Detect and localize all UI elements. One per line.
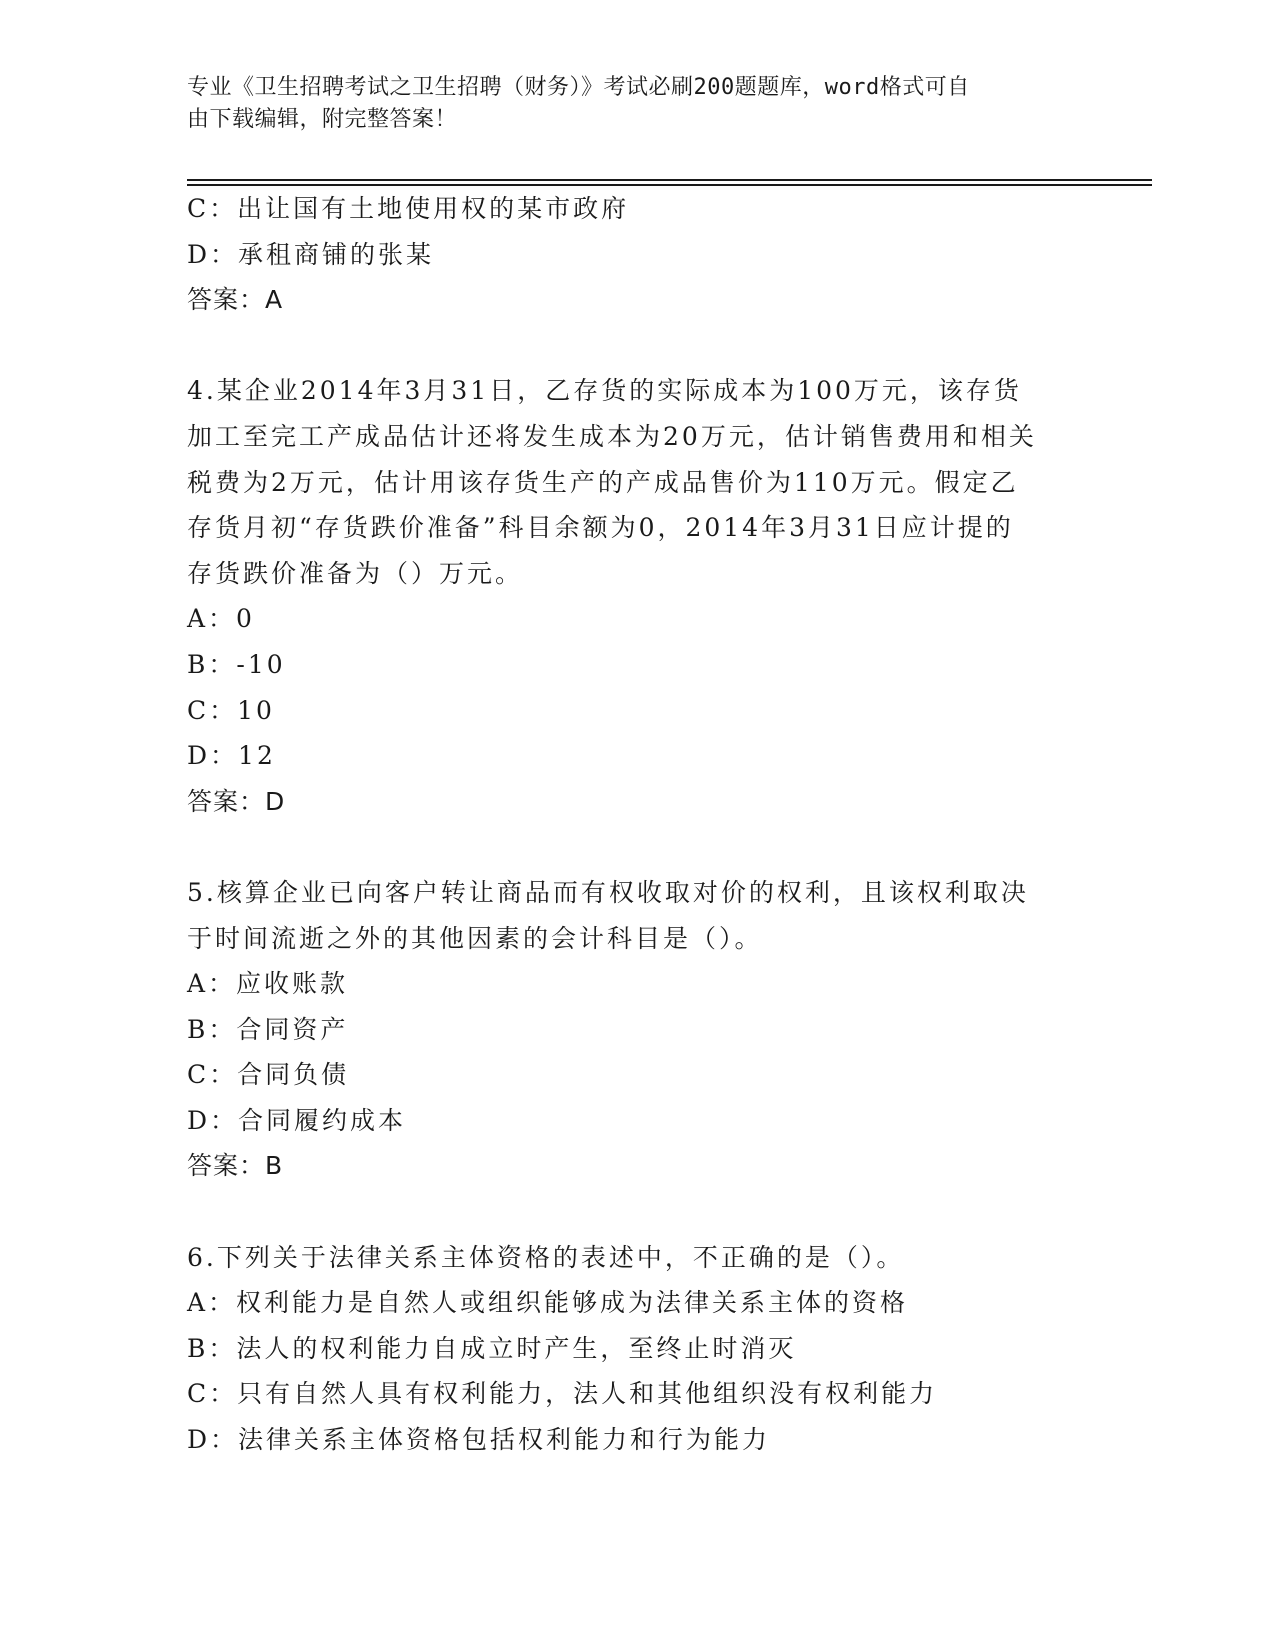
option-d: D：合同履约成本: [187, 1105, 407, 1135]
question-stem-line: 6.下列关于法律关系主体资格的表述中，不正确的是（）。: [187, 1242, 905, 1272]
option-d: D：承租商铺的张某: [187, 239, 435, 269]
answer-line: 答案：D: [187, 786, 286, 816]
option-a: A：应收账款: [187, 969, 349, 999]
option-d: D：法律关系主体资格包括权利能力和行为能力: [187, 1425, 771, 1455]
option-c: C：出让国有土地使用权的某市政府: [187, 194, 630, 223]
page-header: [187, 72, 1087, 136]
header-line-1: 专业《卫生招聘考试之卫生招聘（财务）》考试必刷200题题库，word格式可自: [187, 75, 970, 100]
question-stem-line: 5.核算企业已向客户转让商品而有权收取对价的权利，且该权利取决: [187, 877, 1029, 907]
spacer: [187, 1189, 1087, 1235]
answer-line: 答案：B: [187, 1151, 284, 1181]
question-3-tail: [187, 186, 1087, 323]
option-c: C：合同负债: [187, 1060, 350, 1090]
option-d: D：12: [187, 741, 276, 771]
header-rule-top: [187, 179, 1152, 181]
spacer: [187, 824, 1087, 870]
question-stem-line: 税费为2万元，估计用该存货生产的产成品售价为110万元。假定乙: [187, 467, 1019, 497]
option-b: B：法人的权利能力自成立时产生，至终止时消灭: [187, 1333, 797, 1363]
option-a: A：0: [187, 604, 255, 634]
option-c: C：10: [187, 695, 275, 725]
question-stem-line: 存货月初“存货跌价准备”科目余额为0，2014年3月31日应计提的: [187, 513, 1014, 543]
question-stem-line: 于时间流逝之外的其他因素的会计科目是（）。: [187, 923, 763, 953]
question-5: [187, 870, 1087, 1189]
spacer: [187, 323, 1087, 369]
answer-line: 答案：A: [187, 285, 284, 315]
question-stem-line: 存货跌价准备为（）万元。: [187, 558, 524, 588]
question-stem-line: 4.某企业2014年3月31日，乙存货的实际成本为100万元，该存货: [187, 376, 1022, 406]
exam-content: [187, 186, 1087, 1463]
option-b: B：合同资产: [187, 1014, 349, 1044]
question-6: [187, 1235, 1087, 1463]
option-b: B：-10: [187, 649, 286, 679]
option-a: A：权利能力是自然人或组织能够成为法律关系主体的资格: [187, 1288, 909, 1318]
question-stem-line: 加工至完工产成品估计还将发生成本为20万元，估计销售费用和相关: [187, 421, 1037, 451]
option-c: C：只有自然人具有权利能力，法人和其他组织没有权利能力: [187, 1379, 938, 1409]
header-line-2: 由下载编辑，附完整答案！: [187, 107, 458, 132]
question-4: [187, 368, 1087, 824]
